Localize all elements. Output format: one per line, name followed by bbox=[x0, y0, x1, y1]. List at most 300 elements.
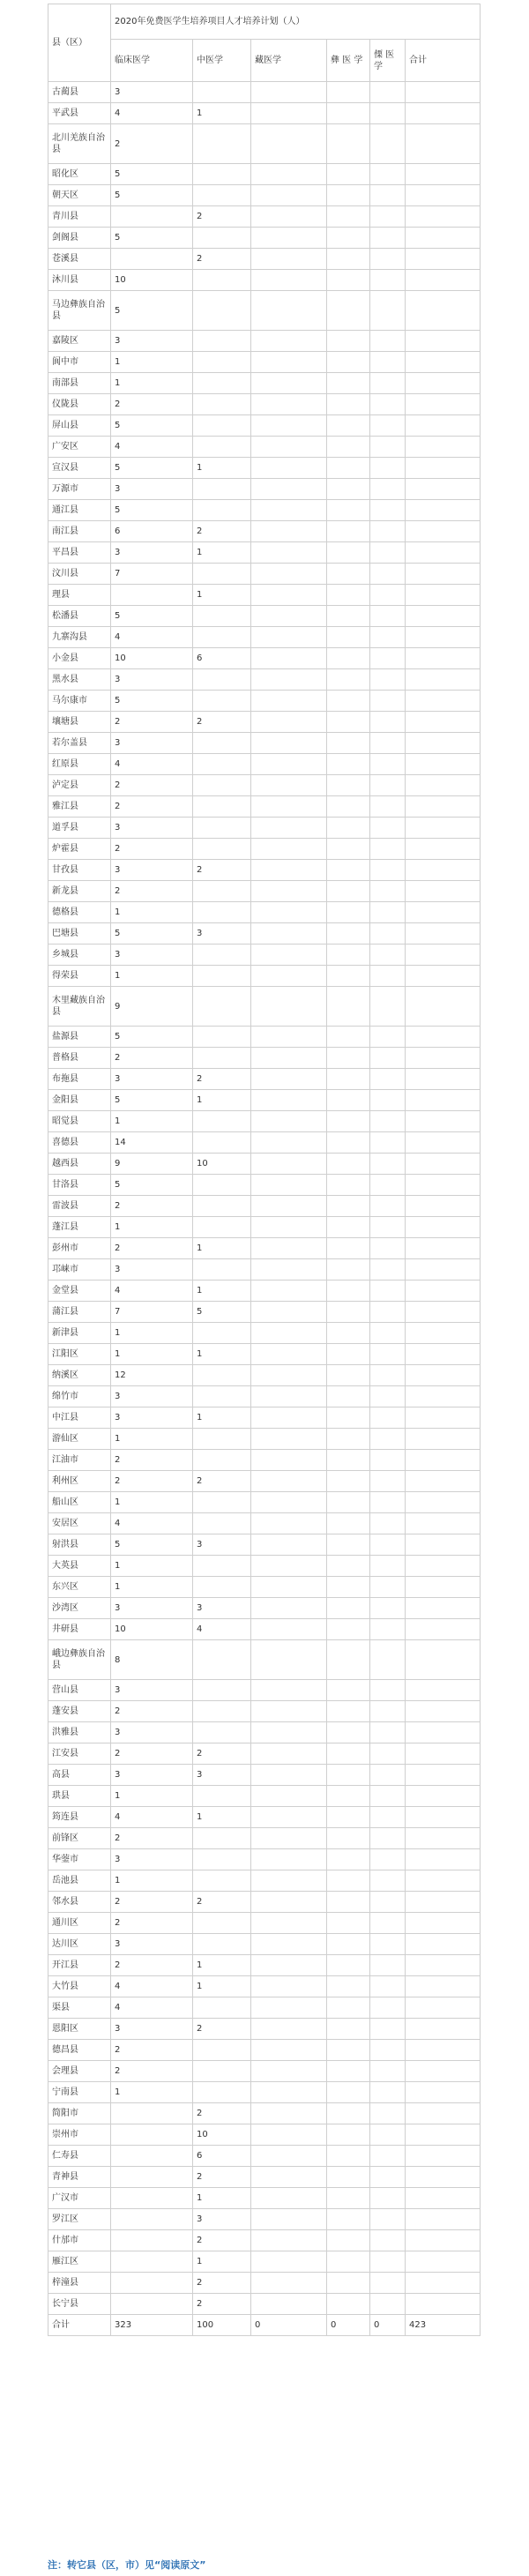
value-cell bbox=[251, 458, 327, 479]
value-cell: 1 bbox=[111, 1870, 193, 1892]
county-cell: 盐源县 bbox=[48, 1027, 111, 1048]
value-cell bbox=[251, 1281, 327, 1302]
value-cell: 2 bbox=[111, 1048, 193, 1069]
value-cell: 2 bbox=[111, 881, 193, 902]
value-cell bbox=[370, 2251, 406, 2273]
value-cell: 2 bbox=[111, 839, 193, 860]
value-cell: 1 bbox=[111, 1323, 193, 1344]
value-cell bbox=[193, 1577, 251, 1598]
value-cell bbox=[193, 796, 251, 818]
value-cell bbox=[370, 1407, 406, 1429]
value-cell bbox=[370, 1069, 406, 1090]
table-row bbox=[48, 479, 481, 500]
table-row bbox=[48, 902, 481, 923]
header-total: 合计 bbox=[406, 40, 481, 82]
value-cell bbox=[251, 1069, 327, 1090]
value-cell bbox=[193, 415, 251, 437]
county-cell: 普格县 bbox=[48, 1048, 111, 1069]
value-cell bbox=[370, 1598, 406, 1619]
value-cell bbox=[327, 966, 370, 987]
value-cell bbox=[406, 2251, 481, 2273]
table-row bbox=[48, 1743, 481, 1765]
value-cell bbox=[111, 2188, 193, 2209]
value-cell bbox=[370, 1323, 406, 1344]
county-cell: 雷波县 bbox=[48, 1196, 111, 1217]
value-cell bbox=[251, 1619, 327, 1640]
value-cell: 2 bbox=[111, 796, 193, 818]
table-row bbox=[48, 1238, 481, 1259]
value-cell bbox=[327, 923, 370, 945]
value-cell bbox=[251, 754, 327, 775]
table-row bbox=[48, 1386, 481, 1407]
value-cell: 2 bbox=[111, 1196, 193, 1217]
footnote: 注：转它县（区，市）见“阅读原文” bbox=[48, 2559, 206, 2571]
table-row bbox=[48, 564, 481, 585]
county-cell: 青川县 bbox=[48, 206, 111, 228]
table-row bbox=[48, 103, 481, 124]
value-cell: 3 bbox=[111, 945, 193, 966]
table-row bbox=[48, 606, 481, 627]
value-cell: 7 bbox=[111, 564, 193, 585]
value-cell bbox=[251, 1743, 327, 1765]
total-value-cell: 423 bbox=[406, 2315, 481, 2336]
value-cell bbox=[327, 1238, 370, 1259]
value-cell bbox=[370, 1870, 406, 1892]
value-cell bbox=[327, 2019, 370, 2040]
value-cell bbox=[406, 249, 481, 270]
value-cell bbox=[327, 124, 370, 164]
table-row bbox=[48, 415, 481, 437]
table-row bbox=[48, 2294, 481, 2315]
header-tcm: 中医学 bbox=[193, 40, 251, 82]
value-cell bbox=[251, 185, 327, 206]
value-cell bbox=[406, 712, 481, 733]
table-row bbox=[48, 1175, 481, 1196]
value-cell bbox=[193, 1027, 251, 1048]
total-label: 合计 bbox=[48, 2315, 111, 2336]
value-cell: 3 bbox=[111, 818, 193, 839]
value-cell: 9 bbox=[111, 987, 193, 1027]
value-cell bbox=[406, 1722, 481, 1743]
value-cell: 3 bbox=[111, 1386, 193, 1407]
value-cell: 2 bbox=[193, 1471, 251, 1492]
value-cell bbox=[406, 206, 481, 228]
value-cell bbox=[370, 606, 406, 627]
value-cell bbox=[327, 1492, 370, 1513]
value-cell bbox=[406, 2273, 481, 2294]
header-yi: 彝 医 学 bbox=[327, 40, 370, 82]
value-cell bbox=[327, 1259, 370, 1281]
table-row bbox=[48, 1680, 481, 1701]
value-cell: 2 bbox=[111, 2040, 193, 2061]
value-cell bbox=[327, 1450, 370, 1471]
county-cell: 昭化区 bbox=[48, 164, 111, 185]
value-cell bbox=[251, 1302, 327, 1323]
value-cell bbox=[327, 458, 370, 479]
table-row bbox=[48, 291, 481, 331]
value-cell bbox=[406, 2209, 481, 2230]
value-cell: 3 bbox=[193, 2209, 251, 2230]
value-cell bbox=[370, 1619, 406, 1640]
value-cell: 4 bbox=[111, 103, 193, 124]
value-cell bbox=[370, 1807, 406, 1828]
table-row bbox=[48, 818, 481, 839]
table-row bbox=[48, 860, 481, 881]
value-cell bbox=[406, 437, 481, 458]
value-cell: 2 bbox=[111, 1955, 193, 1976]
table-row bbox=[48, 648, 481, 669]
value-cell bbox=[406, 2188, 481, 2209]
value-cell bbox=[327, 1765, 370, 1786]
value-cell bbox=[406, 1111, 481, 1132]
value-cell bbox=[327, 606, 370, 627]
value-cell bbox=[251, 124, 327, 164]
value-cell bbox=[251, 500, 327, 521]
table-row bbox=[48, 1577, 481, 1598]
county-cell: 洪雅县 bbox=[48, 1722, 111, 1743]
value-cell: 2 bbox=[111, 1892, 193, 1913]
county-cell: 甘洛县 bbox=[48, 1175, 111, 1196]
value-cell bbox=[251, 1786, 327, 1807]
value-cell: 1 bbox=[111, 902, 193, 923]
value-cell bbox=[406, 394, 481, 415]
value-cell bbox=[370, 2167, 406, 2188]
value-cell bbox=[251, 1598, 327, 1619]
table-row bbox=[48, 2040, 481, 2061]
value-cell: 10 bbox=[111, 648, 193, 669]
county-cell: 安居区 bbox=[48, 1513, 111, 1534]
county-cell: 昭觉县 bbox=[48, 1111, 111, 1132]
value-cell bbox=[327, 1870, 370, 1892]
group-header: 2020年免费医学生培养项目人才培养计划（人） bbox=[111, 4, 481, 40]
value-cell: 3 bbox=[111, 1680, 193, 1701]
value-cell bbox=[406, 1154, 481, 1175]
table-row bbox=[48, 2019, 481, 2040]
value-cell bbox=[193, 373, 251, 394]
value-cell: 1 bbox=[193, 1407, 251, 1429]
value-cell bbox=[370, 2146, 406, 2167]
county-cell: 新津县 bbox=[48, 1323, 111, 1344]
county-cell: 苍溪县 bbox=[48, 249, 111, 270]
table-row bbox=[48, 1069, 481, 1090]
value-cell bbox=[327, 1892, 370, 1913]
value-cell bbox=[406, 1450, 481, 1471]
value-cell bbox=[251, 270, 327, 291]
header-clinical: 临床医学 bbox=[111, 40, 193, 82]
value-cell bbox=[251, 249, 327, 270]
value-cell bbox=[193, 733, 251, 754]
value-cell bbox=[406, 2124, 481, 2146]
value-cell bbox=[370, 1344, 406, 1365]
county-cell: 蒲江县 bbox=[48, 1302, 111, 1323]
county-cell: 黑水县 bbox=[48, 669, 111, 691]
value-cell bbox=[370, 1111, 406, 1132]
header-row-group bbox=[48, 4, 481, 40]
value-cell bbox=[370, 249, 406, 270]
county-cell: 平昌县 bbox=[48, 542, 111, 564]
value-cell bbox=[370, 564, 406, 585]
value-cell bbox=[406, 1807, 481, 1828]
value-cell bbox=[193, 1556, 251, 1577]
value-cell bbox=[193, 270, 251, 291]
value-cell bbox=[327, 500, 370, 521]
table-row bbox=[48, 1955, 481, 1976]
value-cell bbox=[370, 1048, 406, 1069]
value-cell bbox=[370, 881, 406, 902]
table-row bbox=[48, 1302, 481, 1323]
value-cell: 2 bbox=[193, 2019, 251, 2040]
value-cell: 4 bbox=[111, 1807, 193, 1828]
table-row bbox=[48, 923, 481, 945]
value-cell bbox=[251, 818, 327, 839]
county-cell: 岳池县 bbox=[48, 1870, 111, 1892]
value-cell bbox=[193, 754, 251, 775]
table-row bbox=[48, 1997, 481, 2019]
value-cell bbox=[370, 500, 406, 521]
value-cell bbox=[327, 2082, 370, 2103]
table-row bbox=[48, 373, 481, 394]
value-cell bbox=[406, 1429, 481, 1450]
value-cell bbox=[370, 1365, 406, 1386]
value-cell: 4 bbox=[111, 1997, 193, 2019]
value-cell: 3 bbox=[111, 542, 193, 564]
table-row bbox=[48, 1722, 481, 1743]
value-cell bbox=[370, 1828, 406, 1849]
value-cell bbox=[406, 1556, 481, 1577]
value-cell: 5 bbox=[111, 923, 193, 945]
value-cell bbox=[111, 206, 193, 228]
value-cell bbox=[251, 1976, 327, 1997]
value-cell: 1 bbox=[111, 373, 193, 394]
table-row bbox=[48, 966, 481, 987]
value-cell bbox=[406, 1765, 481, 1786]
value-cell bbox=[251, 2124, 327, 2146]
value-cell bbox=[251, 1471, 327, 1492]
value-cell bbox=[251, 2103, 327, 2124]
table-row bbox=[48, 2103, 481, 2124]
value-cell bbox=[193, 564, 251, 585]
value-cell bbox=[370, 164, 406, 185]
value-cell bbox=[370, 542, 406, 564]
value-cell: 5 bbox=[111, 458, 193, 479]
value-cell: 2 bbox=[193, 2230, 251, 2251]
value-cell bbox=[370, 2040, 406, 2061]
county-cell: 射洪县 bbox=[48, 1534, 111, 1556]
table-row bbox=[48, 1048, 481, 1069]
value-cell bbox=[406, 2146, 481, 2167]
value-cell bbox=[327, 521, 370, 542]
value-cell: 4 bbox=[111, 1281, 193, 1302]
value-cell bbox=[406, 1132, 481, 1154]
value-cell bbox=[251, 521, 327, 542]
value-cell bbox=[327, 1807, 370, 1828]
value-cell bbox=[370, 2082, 406, 2103]
value-cell bbox=[193, 839, 251, 860]
value-cell: 2 bbox=[193, 2273, 251, 2294]
county-cell: 巴塘县 bbox=[48, 923, 111, 945]
county-cell: 彭州市 bbox=[48, 1238, 111, 1259]
table-row bbox=[48, 1196, 481, 1217]
county-cell: 简阳市 bbox=[48, 2103, 111, 2124]
value-cell bbox=[327, 648, 370, 669]
value-cell: 2 bbox=[111, 2061, 193, 2082]
value-cell bbox=[370, 1534, 406, 1556]
county-cell: 若尔盖县 bbox=[48, 733, 111, 754]
value-cell bbox=[370, 712, 406, 733]
value-cell bbox=[406, 124, 481, 164]
value-cell bbox=[251, 2273, 327, 2294]
table-row bbox=[48, 1027, 481, 1048]
value-cell bbox=[406, 839, 481, 860]
value-cell bbox=[406, 775, 481, 796]
value-cell bbox=[327, 2146, 370, 2167]
value-cell bbox=[327, 1513, 370, 1534]
value-cell bbox=[251, 902, 327, 923]
value-cell bbox=[370, 923, 406, 945]
value-cell bbox=[327, 2230, 370, 2251]
county-cell: 马尔康市 bbox=[48, 691, 111, 712]
value-cell bbox=[193, 1386, 251, 1407]
value-cell: 2 bbox=[193, 2167, 251, 2188]
table-row bbox=[48, 1640, 481, 1680]
value-cell: 5 bbox=[111, 691, 193, 712]
value-cell bbox=[406, 1934, 481, 1955]
value-cell: 1 bbox=[111, 2082, 193, 2103]
value-cell bbox=[370, 839, 406, 860]
value-cell bbox=[193, 669, 251, 691]
value-cell bbox=[370, 2103, 406, 2124]
total-value-cell: 0 bbox=[251, 2315, 327, 2336]
value-cell bbox=[111, 2230, 193, 2251]
value-cell bbox=[406, 291, 481, 331]
value-cell: 1 bbox=[193, 1344, 251, 1365]
table-row bbox=[48, 1913, 481, 1934]
value-cell bbox=[370, 902, 406, 923]
value-cell bbox=[406, 1849, 481, 1870]
value-cell: 5 bbox=[111, 606, 193, 627]
table-row bbox=[48, 945, 481, 966]
table-row bbox=[48, 1450, 481, 1471]
value-cell: 3 bbox=[111, 1598, 193, 1619]
value-cell bbox=[251, 2040, 327, 2061]
county-cell: 道孚县 bbox=[48, 818, 111, 839]
header-tibetan: 藏医学 bbox=[251, 40, 327, 82]
county-cell: 朝天区 bbox=[48, 185, 111, 206]
value-cell bbox=[251, 206, 327, 228]
value-cell bbox=[327, 437, 370, 458]
value-cell bbox=[406, 754, 481, 775]
value-cell bbox=[370, 2019, 406, 2040]
table-row bbox=[48, 1111, 481, 1132]
county-cell: 剑阁县 bbox=[48, 228, 111, 249]
value-cell bbox=[193, 1640, 251, 1680]
value-cell bbox=[370, 458, 406, 479]
county-cell: 金阳县 bbox=[48, 1090, 111, 1111]
value-cell bbox=[370, 691, 406, 712]
value-cell bbox=[327, 1997, 370, 2019]
county-cell: 中江县 bbox=[48, 1407, 111, 1429]
county-cell: 邻水县 bbox=[48, 1892, 111, 1913]
value-cell bbox=[193, 606, 251, 627]
value-cell bbox=[251, 2230, 327, 2251]
value-cell: 2 bbox=[193, 1743, 251, 1765]
value-cell bbox=[370, 1934, 406, 1955]
value-cell bbox=[406, 966, 481, 987]
table-row bbox=[48, 2251, 481, 2273]
county-cell: 通川区 bbox=[48, 1913, 111, 1934]
table-row bbox=[48, 1870, 481, 1892]
value-cell bbox=[251, 1640, 327, 1680]
value-cell bbox=[370, 82, 406, 103]
table-row bbox=[48, 1786, 481, 1807]
value-cell: 12 bbox=[111, 1365, 193, 1386]
value-cell: 1 bbox=[111, 1786, 193, 1807]
value-cell bbox=[327, 103, 370, 124]
county-cell: 沙湾区 bbox=[48, 1598, 111, 1619]
value-cell bbox=[251, 564, 327, 585]
value-cell bbox=[251, 1513, 327, 1534]
value-cell bbox=[406, 1471, 481, 1492]
value-cell bbox=[370, 1429, 406, 1450]
value-cell bbox=[370, 1513, 406, 1534]
value-cell bbox=[370, 1090, 406, 1111]
value-cell bbox=[327, 185, 370, 206]
county-cell: 蓬江县 bbox=[48, 1217, 111, 1238]
value-cell bbox=[406, 1386, 481, 1407]
county-cell: 绵竹市 bbox=[48, 1386, 111, 1407]
value-cell bbox=[193, 1217, 251, 1238]
value-cell bbox=[406, 1701, 481, 1722]
county-cell: 珙县 bbox=[48, 1786, 111, 1807]
value-cell bbox=[111, 2209, 193, 2230]
value-cell bbox=[251, 164, 327, 185]
value-cell bbox=[251, 2251, 327, 2273]
value-cell: 1 bbox=[193, 1281, 251, 1302]
table-row bbox=[48, 796, 481, 818]
county-cell: 炉霍县 bbox=[48, 839, 111, 860]
value-cell bbox=[370, 521, 406, 542]
county-cell: 长宁县 bbox=[48, 2294, 111, 2315]
value-cell bbox=[111, 585, 193, 606]
value-cell bbox=[193, 352, 251, 373]
county-cell: 布拖县 bbox=[48, 1069, 111, 1090]
value-cell bbox=[406, 1913, 481, 1934]
value-cell bbox=[327, 1619, 370, 1640]
county-cell: 邛崃市 bbox=[48, 1259, 111, 1281]
value-cell bbox=[370, 627, 406, 648]
value-cell bbox=[370, 1640, 406, 1680]
value-cell bbox=[406, 585, 481, 606]
value-cell bbox=[193, 1513, 251, 1534]
table-row bbox=[48, 627, 481, 648]
county-cell: 江安县 bbox=[48, 1743, 111, 1765]
value-cell bbox=[406, 733, 481, 754]
value-cell bbox=[327, 1828, 370, 1849]
value-cell bbox=[251, 1934, 327, 1955]
value-cell: 5 bbox=[111, 500, 193, 521]
value-cell: 3 bbox=[111, 479, 193, 500]
value-cell bbox=[251, 1196, 327, 1217]
county-cell: 前锋区 bbox=[48, 1828, 111, 1849]
table-row bbox=[48, 1323, 481, 1344]
value-cell bbox=[251, 1577, 327, 1598]
value-cell: 6 bbox=[111, 521, 193, 542]
value-cell: 5 bbox=[111, 415, 193, 437]
value-cell bbox=[327, 1556, 370, 1577]
county-cell: 嘉陵区 bbox=[48, 331, 111, 352]
value-cell bbox=[406, 1577, 481, 1598]
value-cell: 2 bbox=[193, 2294, 251, 2315]
